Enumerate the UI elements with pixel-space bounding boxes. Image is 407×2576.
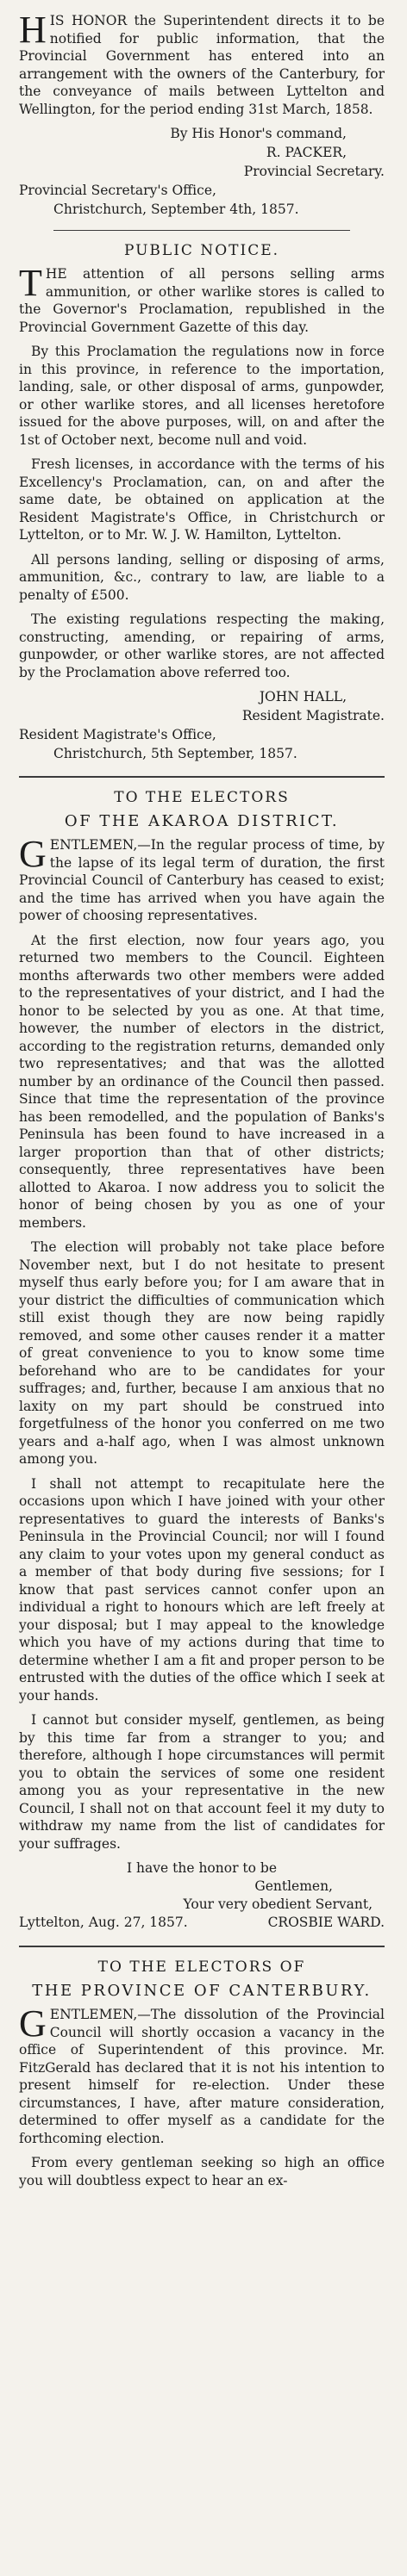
office-line: Resident Magistrate's Office, (19, 727, 216, 742)
notice-paragraph: All persons landing, selling or disposing of arms, ammunition, &c., contrary to law, are liable to a penalty of £500. (19, 551, 385, 603)
superintendent-notice (19, 9, 385, 218)
notice-paragraph: By this Proclamation the regulations now in force in this province, in reference to the importation, landing, sale, or other disposal of arms, gunpowder, or other warlike stores, and all licenses heretofore issued for the above purposes, will, on and after the 1st of October next, become null and void. (19, 344, 385, 448)
signature-line (19, 1914, 385, 1932)
place-date: Lyttelton, Aug. 27, 1857. (19, 1915, 188, 1930)
notice-paragraph: From every gentleman seeking so high an office you will doubtless expect to hear an ex- (19, 2155, 385, 2188)
notice-paragraph: Fresh licenses, in accordance with the terms of his Excellency's Proclamation, can, on and after the same date, be obtained on application at the Resident Magistrate's Office, in Christchurch or Lyttelton, or to Mr. W. J. W. Hamilton, Lyttelton. (19, 456, 385, 543)
notice-heading: PUBLIC NOTICE. (123, 242, 280, 259)
drop-cap: T (19, 262, 42, 304)
notice-paragraph: I cannot but consider myself, gentlemen, as being by this time far from a stranger to you; and therefore, although I hope circumstances will permit you to obtain the services of some one resident among you as your representative in the new Council, I shall not on that account feel it my duty to withdraw my name from the list of candidates for your suffrages. (19, 1712, 385, 1852)
office-line: Provincial Secretary's Office, (19, 183, 216, 198)
canterbury-electors-address (19, 1958, 385, 2189)
public-notice (19, 241, 385, 762)
closing-line: I have the honor to be (127, 1860, 277, 1876)
notice-heading: TO THE ELECTORS OF (97, 1958, 306, 1976)
notice-paragraph: At the first election, now four years ago, you returned two members to the Council. Eighteen months afterwards two other members were added to the representatives of your district, and I had the honor to be selected by you as one. At that time, however, the number of electors in the district, according to the registration returns, demanded only two representatives; and that was the allotted number by an ordinance of the Council then passed. Since that time the representation of the province has been remodelled, and the population of Banks's Peninsula has been found to have increased in a larger proportion than that of other districts; consequently, three representatives have been allotted to Akaroa. I now address you to solicit the honor of being chosen by you as one of your members. (19, 932, 385, 1231)
command-line: By His Honor's command, (170, 126, 347, 141)
closing-salutation: Gentlemen, (254, 1878, 333, 1894)
notice-paragraph: The existing regulations respecting the making, constructing, amending, or repairing of arms, gunpowder, or other warlike stores, are not affected by the Proclamation above referred too. (19, 611, 385, 680)
notice-paragraph: GENTLEMEN,—The dissolution of the Provincial Council will shortly occasion a vacancy in the office of Superintendent of this province. Mr. FitzGerald has declared that it is not his intention to present himself for re-election. Under these circumstances, I have, after mature consideration, determined to offer myself as a candidate for the forthcoming election. (19, 2002, 385, 2146)
notice-heading: TO THE ELECTORS (114, 789, 290, 806)
newspaper-column (19, 9, 385, 2189)
notice-subheading: OF THE AKAROA DISTRICT. (64, 812, 340, 830)
notice-paragraph: The election will probably not take place before November next, but I do not hesitate to present myself thus early before you; for I am aware that in your district the difficulties of communication which still exist though they are now being rapidly removed, and some other causes render it a matter of great convenience to you to know some time beforehand who are to be candidates for your suffrages; and, further, because I am anxious that no laxity on my part should be construed into forgetfulness of the honor you conferred on me two years and a-half ago, when I was almost unknown among you. (19, 1239, 385, 1467)
divider-rule (19, 776, 385, 778)
closing-valediction: Your very obedient Servant, (183, 1896, 373, 1912)
date-line: Christchurch, September 4th, 1857. (53, 202, 299, 217)
signer-title: Provincial Secretary. (243, 164, 385, 179)
notice-paragraph: I shall not attempt to recapitulate here the occasions upon which I have joined with your other representatives to guard the interests of Banks's Peninsula in the Provincial Council; nor will I found any claim to your votes upon my general conduct as a member of that body during five sessions; for I know that past services cannot confer upon an individual a right to honours which are left freely at your disposal; but I may appeal to the knowledge which you have of my actions during that time to determine whether I am a fit and proper person to be entrusted with the duties of the office which I seek at your hands. (19, 1475, 385, 1704)
notice-subheading: THE PROVINCE OF CANTERBURY. (32, 1982, 372, 2000)
notice-paragraph: GENTLEMEN,—In the regular process of time, by the lapse of its legal term of duration, the first Provincial Council of Canterbury has ceased to exist; and the time has arrived when you have again the power of choosing representatives. (19, 833, 385, 923)
signer-title: Resident Magistrate. (241, 708, 385, 723)
akaroa-electors-address (19, 788, 385, 1932)
notice-paragraph: THE attention of all persons selling arms ammunition, or other warlike stores is called to the Governor's Proclamation, republished in the Provincial Government Gazette of this day. (19, 262, 385, 335)
closing-block (19, 1859, 385, 1932)
drop-cap: H (19, 9, 47, 51)
notice-body: HIS HONOR the Superintendent directs it to be notified for public information, that the Provincial Government has entered into an arrangement with the owners of the Canterbury, for the conveyance of mails between Lyttelton and Wellington, for the period ending 31st March, 1858. (19, 9, 385, 117)
signer-name: R. PACKER, (266, 145, 347, 160)
signer-name: CROSBIE WARD. (267, 1915, 385, 1930)
drop-cap: G (19, 2002, 47, 2045)
divider-rule (53, 230, 350, 231)
divider-rule (19, 1946, 385, 1947)
date-line: Christchurch, 5th September, 1857. (53, 746, 297, 761)
signer-name: JOHN HALL, (259, 689, 347, 705)
drop-cap: G (19, 833, 47, 875)
